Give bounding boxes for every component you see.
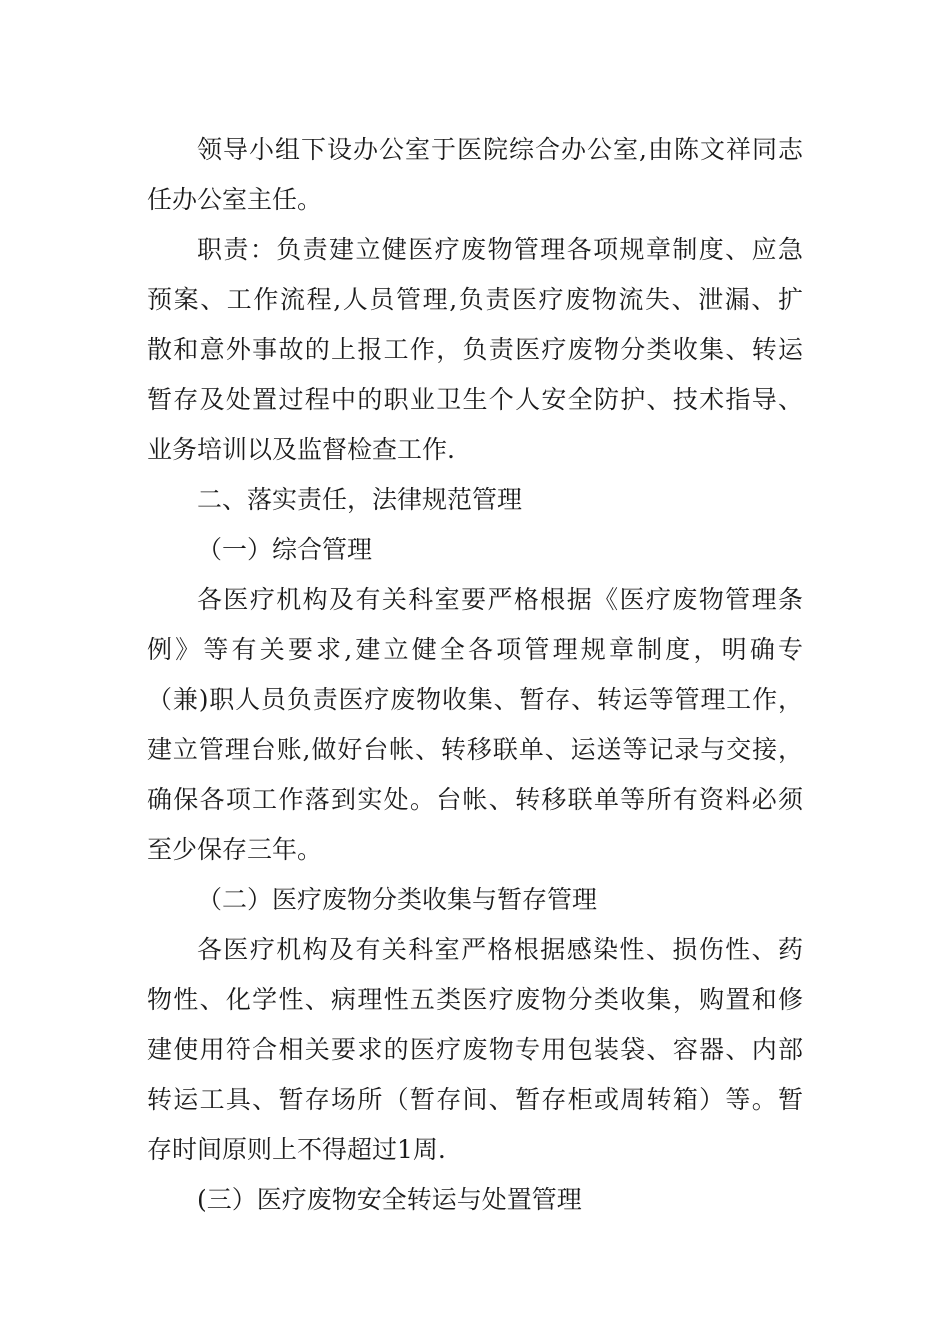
text-line: 确保各项工作落到实处。台帐、转移联单等所有资料必须 xyxy=(147,785,803,814)
text-line: 存时间原则上不得超过1周. xyxy=(147,1135,446,1164)
text-line: 例》等有关要求,建立健全各项管理规章制度，明确专 xyxy=(147,635,803,664)
text-line: 各医疗机构及有关科室严格根据感染性、损伤性、药 xyxy=(197,935,803,964)
text-line: 任办公室主任。 xyxy=(147,185,323,214)
text-line: 暂存及处置过程中的职业卫生个人安全防护、技术指导、 xyxy=(147,385,803,414)
text-line: 职责：负责建立健医疗废物管理各项规章制度、应急 xyxy=(197,235,803,264)
text-line: 散和意外事故的上报工作，负责医疗废物分类收集、转运 xyxy=(147,335,803,364)
text-line: 物性、化学性、病理性五类医疗废物分类收集，购置和修 xyxy=(147,985,803,1014)
subsection-heading: （二）医疗废物分类收集与暂存管理 xyxy=(197,885,598,914)
subsection-heading: （一）综合管理 xyxy=(197,535,373,564)
text-line: 业务培训以及监督检查工作. xyxy=(147,435,455,464)
text-line: （兼)职人员负责医疗废物收集、暂存、转运等管理工作， xyxy=(147,685,803,714)
text-line: 各医疗机构及有关科室要严格根据《医疗废物管理条 xyxy=(197,585,803,614)
text-line: 转运工具、暂存场所（暂存间、暂存柜或周转箱）等。暂 xyxy=(147,1085,803,1114)
text-line: 领导小组下设办公室于医院综合办公室,由陈文祥同志 xyxy=(197,135,803,164)
section-heading: 二、落实责任，法律规范管理 xyxy=(197,485,523,514)
text-line: 建使用符合相关要求的医疗废物专用包装袋、容器、内部 xyxy=(147,1035,803,1064)
subsection-heading: (三）医疗废物安全转运与处置管理 xyxy=(197,1185,582,1214)
text-line: 至少保存三年。 xyxy=(147,835,323,864)
text-line: 建立管理台账,做好台帐、转移联单、运送等记录与交接， xyxy=(147,735,803,764)
text-line: 预案、工作流程,人员管理,负责医疗废物流失、泄漏、扩 xyxy=(147,285,803,314)
